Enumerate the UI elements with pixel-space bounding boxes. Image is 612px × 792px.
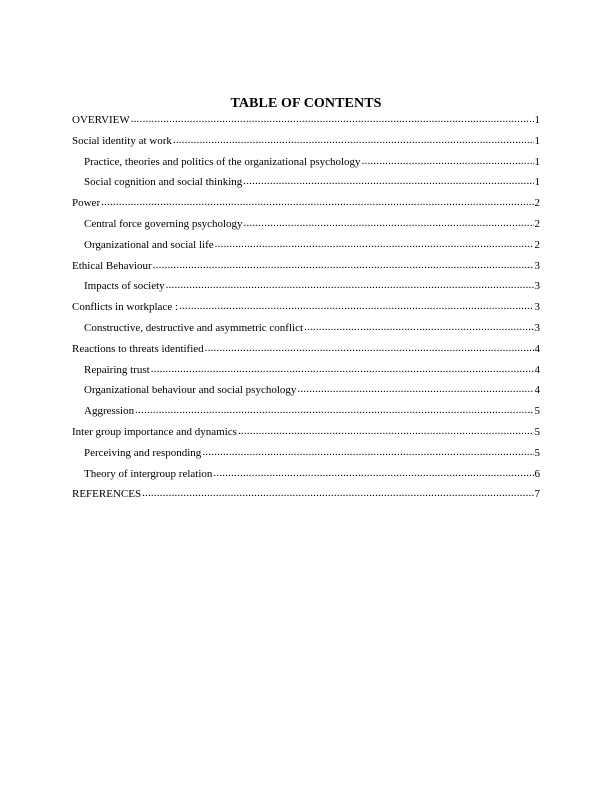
toc-entry[interactable] bbox=[72, 362, 540, 383]
toc-page-number: 5 bbox=[534, 446, 540, 459]
toc-leader-dots bbox=[166, 278, 534, 289]
toc-page-number: 4 bbox=[534, 384, 540, 397]
toc-entry[interactable] bbox=[72, 403, 540, 424]
toc-entry-text: Repairing trust bbox=[84, 363, 150, 376]
toc-leader-dots bbox=[179, 299, 533, 310]
toc-page-number: 3 bbox=[534, 321, 540, 334]
toc-leader-dots bbox=[142, 486, 533, 497]
toc-page-number: 3 bbox=[534, 280, 540, 293]
toc-entry[interactable] bbox=[72, 278, 540, 299]
toc-page-number: 3 bbox=[534, 301, 540, 314]
toc-leader-dots bbox=[205, 341, 534, 352]
toc-entry[interactable] bbox=[72, 154, 540, 175]
toc-entry-text: Constructive, destructive and asymmetric conflict bbox=[84, 321, 304, 334]
toc-leader-dots bbox=[153, 258, 534, 269]
toc-leader-dots bbox=[304, 320, 533, 331]
toc-page-number: 5 bbox=[534, 405, 540, 418]
toc-page-number: 5 bbox=[534, 425, 540, 438]
toc-page-number: 2 bbox=[534, 238, 540, 251]
toc-leader-dots bbox=[173, 133, 534, 144]
toc-entry[interactable] bbox=[72, 320, 540, 341]
toc-entry-text: Ethical Behaviour bbox=[72, 259, 152, 272]
toc-leader-dots bbox=[362, 154, 534, 165]
toc-entry[interactable] bbox=[72, 382, 540, 403]
toc-leader-dots bbox=[151, 362, 534, 373]
toc-entry[interactable] bbox=[72, 174, 540, 195]
toc-page-number: 1 bbox=[534, 114, 540, 126]
toc-entry-text: Theory of intergroup relation bbox=[84, 467, 213, 480]
toc-leader-dots bbox=[101, 195, 533, 206]
toc-entry-text: Impacts of society bbox=[84, 280, 165, 293]
toc-entry-text: Organizational behaviour and social psychology bbox=[84, 384, 297, 397]
toc-entry-text: Perceiving and responding bbox=[84, 446, 202, 459]
toc-entry-text: Reactions to threats identified bbox=[72, 342, 204, 355]
toc-entry[interactable] bbox=[72, 424, 540, 445]
toc-entry[interactable] bbox=[72, 237, 540, 258]
toc-entry-text: Power bbox=[72, 197, 101, 210]
toc-page-number: 1 bbox=[534, 134, 540, 147]
toc-leader-dots bbox=[202, 445, 533, 456]
toc-entry-text: Conflicts in workplace : bbox=[72, 301, 179, 314]
toc-entry-text: REFERENCES bbox=[72, 488, 142, 501]
toc-page-number: 6 bbox=[534, 467, 540, 480]
toc-page-number: 2 bbox=[534, 217, 540, 230]
toc-leader-dots bbox=[131, 112, 534, 123]
toc-entry[interactable] bbox=[72, 216, 540, 237]
toc-entry-text: Organizational and social life bbox=[84, 238, 214, 251]
toc-page-number: 1 bbox=[534, 155, 540, 168]
toc-entry[interactable] bbox=[72, 486, 540, 507]
toc-page-number: 4 bbox=[534, 342, 540, 355]
toc-entry[interactable] bbox=[72, 195, 540, 216]
toc-leader-dots bbox=[215, 237, 534, 248]
toc-leader-dots bbox=[238, 424, 534, 435]
toc-leader-dots bbox=[243, 174, 533, 185]
toc-page-number: 1 bbox=[534, 176, 540, 189]
toc-entry-text: Central force governing psychology bbox=[84, 217, 243, 230]
toc-entry[interactable] bbox=[72, 258, 540, 279]
toc-entry-text: Aggression bbox=[84, 405, 135, 418]
toc-entry[interactable] bbox=[72, 112, 540, 133]
toc-entry-text: Practice, theories and politics of the organizational psychology bbox=[84, 155, 361, 168]
toc-title: TABLE OF CONTENTS bbox=[230, 96, 382, 111]
toc-entry[interactable] bbox=[72, 133, 540, 154]
toc-entry-text: Inter group importance and dynamics bbox=[72, 425, 237, 438]
toc-leader-dots bbox=[213, 466, 533, 477]
toc-page-number: 7 bbox=[534, 488, 540, 501]
toc-entry[interactable] bbox=[72, 341, 540, 362]
toc-leader-dots bbox=[135, 403, 533, 414]
toc-entry-text: OVERVIEW bbox=[72, 114, 130, 126]
toc-page-number: 2 bbox=[534, 197, 540, 210]
toc-entry-text: Social identity at work bbox=[72, 134, 172, 147]
toc-entry-text: Social cognition and social thinking bbox=[84, 176, 243, 189]
toc-entry[interactable] bbox=[72, 466, 540, 487]
toc-leader-dots bbox=[297, 382, 533, 393]
toc-page-number: 4 bbox=[534, 363, 540, 376]
toc-entry[interactable] bbox=[72, 299, 540, 320]
toc-entry[interactable] bbox=[72, 445, 540, 466]
toc-list bbox=[72, 112, 540, 507]
toc-page-number: 3 bbox=[534, 259, 540, 272]
toc-leader-dots bbox=[244, 216, 534, 227]
